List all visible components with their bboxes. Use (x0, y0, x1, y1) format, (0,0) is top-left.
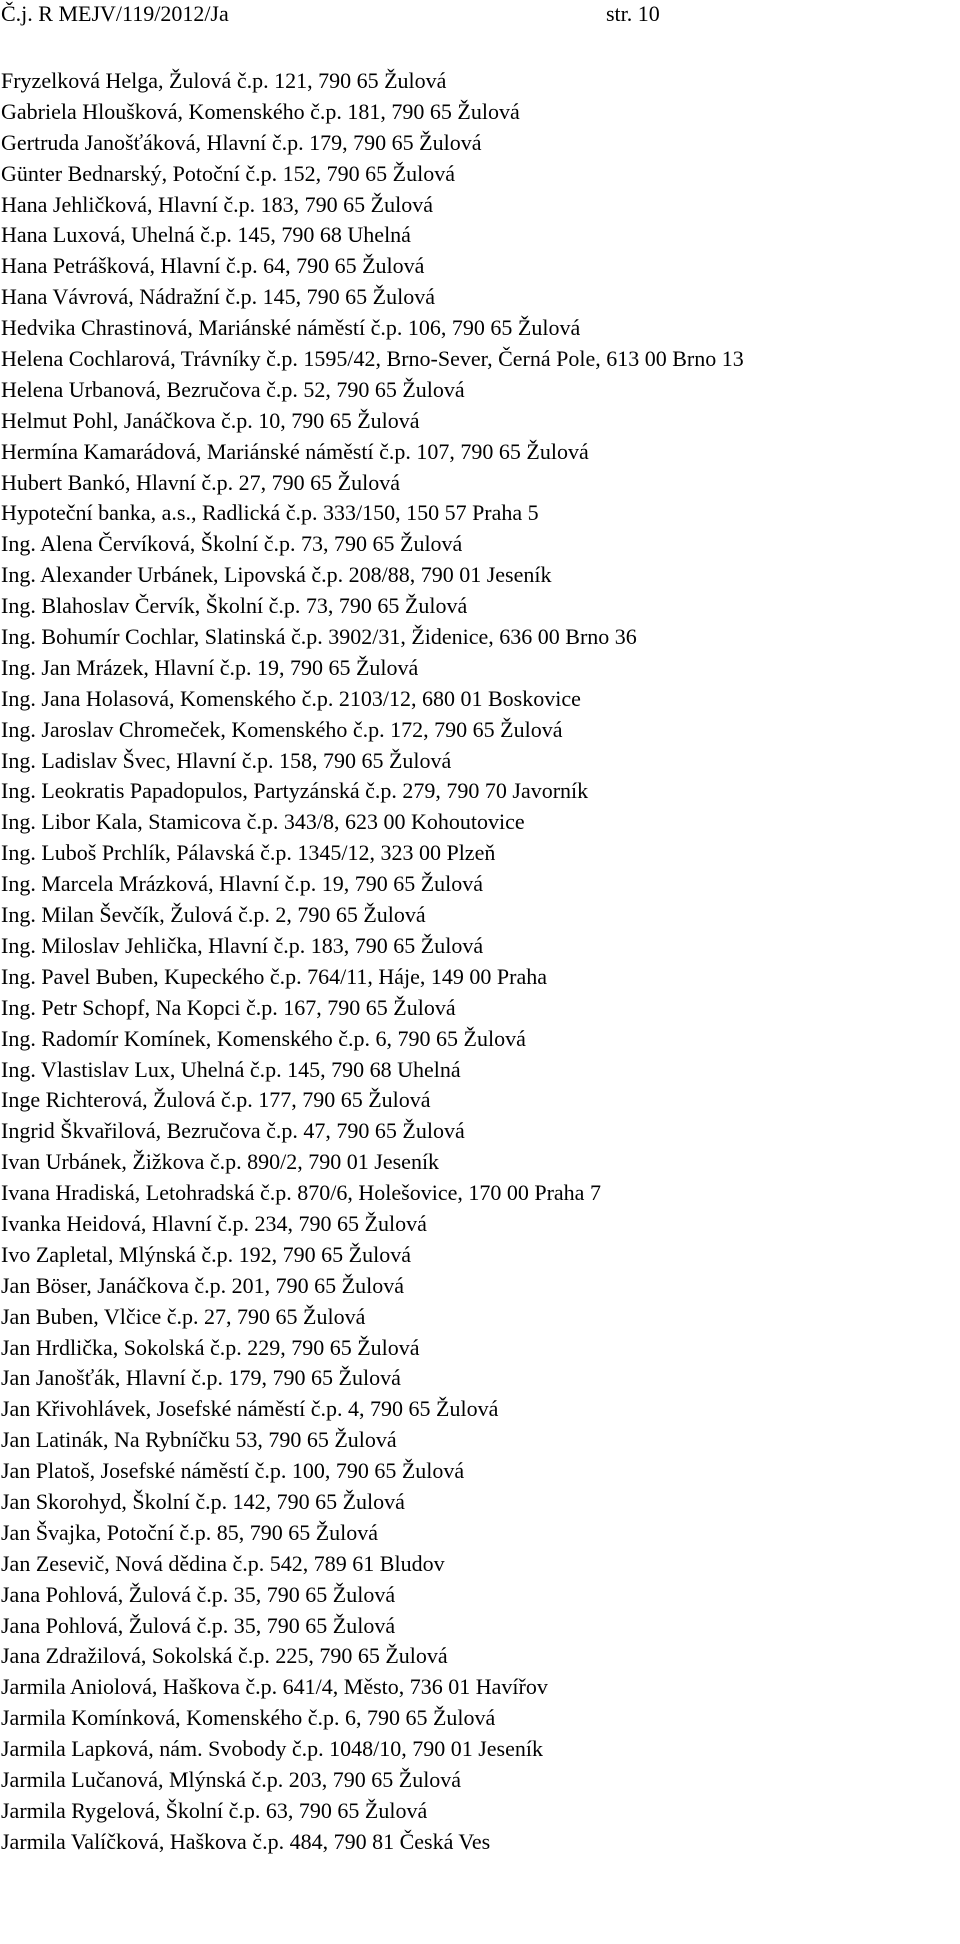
list-item: Jan Böser, Janáčkova č.p. 201, 790 65 Žulová (1, 1272, 404, 1298)
list-item: Jana Pohlová, Žulová č.p. 35, 790 65 Žulová (1, 1612, 396, 1638)
page-header (0, 0, 960, 30)
list-item: Ing. Radomír Komínek, Komenského č.p. 6, 790 65 Žulová (1, 1025, 526, 1051)
list-item: Hana Luxová, Uhelná č.p. 145, 790 68 Uhelná (1, 222, 411, 248)
list-item: Jan Buben, Vlčice č.p. 27, 790 65 Žulová (1, 1303, 366, 1329)
list-item: Hypoteční banka, a.s., Radlická č.p. 333/150, 150 57 Praha 5 (1, 500, 539, 526)
list-item: Hana Vávrová, Nádražní č.p. 145, 790 65 Žulová (1, 284, 435, 310)
list-item: Ivo Zapletal, Mlýnská č.p. 192, 790 65 Žulová (1, 1241, 411, 1267)
list-item: Jana Zdražilová, Sokolská č.p. 225, 790 65 Žulová (1, 1643, 448, 1669)
list-item: Ing. Alexander Urbánek, Lipovská č.p. 208/88, 790 01 Jeseník (1, 562, 552, 588)
list-item: Hedvika Chrastinová, Mariánské náměstí č.p. 106, 790 65 Žulová (1, 315, 581, 341)
list-item: Jarmila Aniolová, Haškova č.p. 641/4, Město, 736 01 Havířov (1, 1674, 548, 1700)
list-item: Gertruda Janošťáková, Hlavní č.p. 179, 790 65 Žulová (1, 129, 482, 155)
reference-number: Č.j. R MEJV/119/2012/Ja (1, 1, 229, 26)
list-item: Ing. Jana Holasová, Komenského č.p. 2103/12, 680 01 Boskovice (1, 685, 581, 711)
list-item: Jan Křivohlávek, Josefské náměstí č.p. 4, 790 65 Žulová (1, 1396, 499, 1422)
list-item: Ingrid Škvařilová, Bezručova č.p. 47, 790 65 Žulová (1, 1118, 465, 1144)
list-item: Ing. Bohumír Cochlar, Slatinská č.p. 3902/31, Židenice, 636 00 Brno 36 (1, 624, 637, 650)
list-item: Jarmila Lučanová, Mlýnská č.p. 203, 790 65 Žulová (1, 1766, 462, 1792)
list-item: Ing. Ladislav Švec, Hlavní č.p. 158, 790 65 Žulová (1, 747, 452, 773)
list-item: Jarmila Valíčková, Haškova č.p. 484, 790 81 Česká Ves (1, 1828, 491, 1854)
list-item: Ing. Jaroslav Chromeček, Komenského č.p. 172, 790 65 Žulová (1, 716, 563, 742)
list-item: Ivanka Heidová, Hlavní č.p. 234, 790 65 Žulová (1, 1210, 427, 1236)
list-item: Ing. Luboš Prchlík, Pálavská č.p. 1345/12, 323 00 Plzeň (1, 840, 496, 866)
list-item: Helmut Pohl, Janáčkova č.p. 10, 790 65 Žulová (1, 407, 420, 433)
list-item: Jarmila Lapková, nám. Svobody č.p. 1048/10, 790 01 Jeseník (1, 1736, 543, 1762)
list-item: Helena Cochlarová, Trávníky č.p. 1595/42, Brno-Sever, Černá Pole, 613 00 Brno 13 (1, 346, 744, 372)
list-item: Ing. Miloslav Jehlička, Hlavní č.p. 183, 790 65 Žulová (1, 932, 484, 958)
list-item: Jarmila Komínková, Komenského č.p. 6, 790 65 Žulová (1, 1705, 496, 1731)
list-item: Jan Zesevič, Nová dědina č.p. 542, 789 61 Bludov (1, 1550, 445, 1576)
address-list (0, 66, 960, 1858)
list-item: Ing. Alena Červíková, Školní č.p. 73, 790 65 Žulová (1, 531, 463, 557)
list-item: Jan Hrdlička, Sokolská č.p. 229, 790 65 Žulová (1, 1334, 420, 1360)
list-item: Ivana Hradiská, Letohradská č.p. 870/6, Holešovice, 170 00 Praha 7 (1, 1180, 601, 1206)
list-item: Ing. Marcela Mrázková, Hlavní č.p. 19, 790 65 Žulová (1, 871, 484, 897)
list-item: Hubert Bankó, Hlavní č.p. 27, 790 65 Žulová (1, 469, 400, 495)
list-item: Ing. Pavel Buben, Kupeckého č.p. 764/11, Háje, 149 00 Praha (1, 963, 548, 989)
list-item: Ing. Jan Mrázek, Hlavní č.p. 19, 790 65 Žulová (1, 654, 419, 680)
list-item: Hana Jehličková, Hlavní č.p. 183, 790 65 Žulová (1, 191, 433, 217)
list-item: Jan Skorohyd, Školní č.p. 142, 790 65 Žulová (1, 1488, 405, 1514)
page-number: str. 10 (606, 1, 660, 26)
list-item: Ing. Blahoslav Červík, Školní č.p. 73, 790 65 Žulová (1, 593, 468, 619)
list-item: Fryzelková Helga, Žulová č.p. 121, 790 65 Žulová (1, 68, 447, 93)
list-item: Ing. Vlastislav Lux, Uhelná č.p. 145, 790 68 Uhelná (1, 1056, 461, 1082)
list-item: Jan Latinák, Na Rybníčku 53, 790 65 Žulová (1, 1427, 397, 1453)
list-item: Ing. Milan Ševčík, Žulová č.p. 2, 790 65 Žulová (1, 902, 426, 928)
list-item: Jana Pohlová, Žulová č.p. 35, 790 65 Žulová (1, 1581, 396, 1607)
list-item: Hermína Kamarádová, Mariánské náměstí č.p. 107, 790 65 Žulová (1, 438, 589, 464)
list-item: Ing. Leokratis Papadopulos, Partyzánská č.p. 279, 790 70 Javorník (1, 778, 589, 804)
list-item: Ing. Petr Schopf, Na Kopci č.p. 167, 790 65 Žulová (1, 994, 456, 1020)
list-item: Jan Švajka, Potoční č.p. 85, 790 65 Žulová (1, 1519, 379, 1545)
list-item: Jarmila Rygelová, Školní č.p. 63, 790 65 Žulová (1, 1797, 428, 1823)
list-item: Jan Platoš, Josefské náměstí č.p. 100, 790 65 Žulová (1, 1458, 465, 1484)
list-item: Hana Petrášková, Hlavní č.p. 64, 790 65 Žulová (1, 253, 425, 279)
list-item: Gabriela Hloušková, Komenského č.p. 181, 790 65 Žulová (1, 98, 520, 124)
list-item: Jan Janošťák, Hlavní č.p. 179, 790 65 Žulová (1, 1365, 401, 1391)
list-item: Inge Richterová, Žulová č.p. 177, 790 65 Žulová (1, 1087, 431, 1113)
list-item: Günter Bednarský, Potoční č.p. 152, 790 65 Žulová (1, 160, 455, 186)
list-item: Helena Urbanová, Bezručova č.p. 52, 790 65 Žulová (1, 376, 465, 402)
list-item: Ing. Libor Kala, Stamicova č.p. 343/8, 623 00 Kohoutovice (1, 809, 525, 835)
list-item: Ivan Urbánek, Žižkova č.p. 890/2, 790 01 Jeseník (1, 1149, 440, 1175)
